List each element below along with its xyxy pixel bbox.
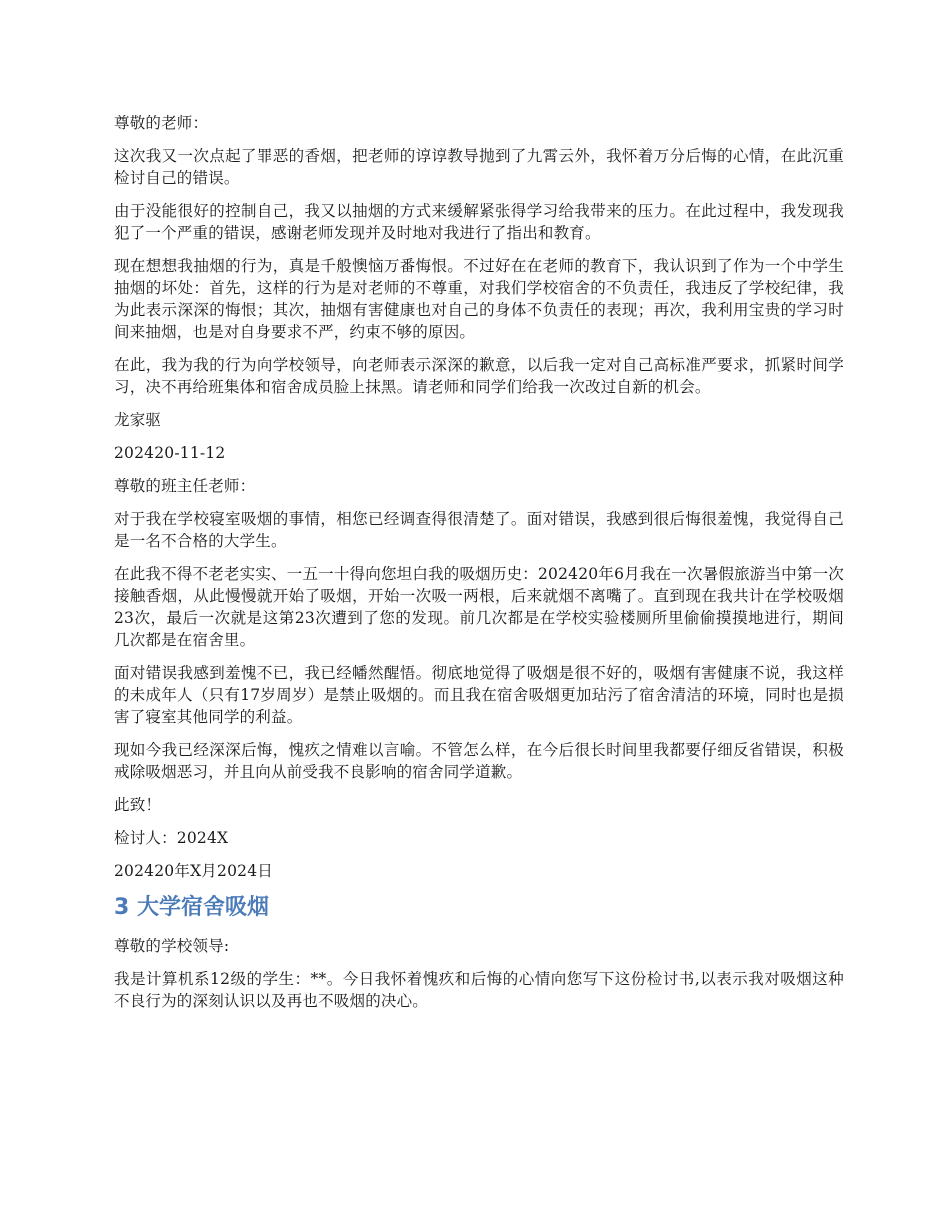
paragraph: 现如今我已经深深后悔，愧疚之情难以言喻。不管怎么样，在今后很长时间里我都要仔细反省错误，积极戒除吸烟恶习，并且向从前受我不良影响的宿舍同学道歉。 bbox=[114, 741, 844, 781]
signature-name: 龙家驱 bbox=[114, 411, 162, 429]
salutation-school-leaders: 尊敬的学校领导: bbox=[114, 937, 230, 955]
paragraph: 我是计算机系12级的学生：**。今日我怀着愧疚和后悔的心情向您写下这份检讨书,以表示我对吸烟这种不良行为的深刻认识以及再也不吸烟的决心。 bbox=[114, 970, 844, 1010]
paragraph: 现在想想我抽烟的行为，真是千般懊恼万番悔恨。不过好在在老师的教育下，我认识到了作为一个中学生抽烟的坏处：首先，这样的行为是对老师的不尊重，对我们学校宿舍的不负责任，我违反了学校纪律，我为此表示深深的悔恨；其次，抽烟有害健康也对自己的身体不负责任的表现；再次，我利用宝贵的学习时间来抽烟，也是对自身要求不严，约束不够的原因。 bbox=[114, 257, 844, 341]
paragraph: 这次我又一次点起了罪恶的香烟，把老师的谆谆教导抛到了九霄云外，我怀着万分后悔的心情，在此沉重检讨自己的错误。 bbox=[114, 147, 844, 187]
signature-date: 202420-11-12 bbox=[114, 444, 226, 462]
section-heading: 3 大学宿舍吸烟 bbox=[114, 895, 269, 920]
salutation-head-teacher: 尊敬的班主任老师： bbox=[114, 477, 256, 495]
paragraph: 由于没能很好的控制自己，我又以抽烟的方式来缓解紧张得学习给我带来的压力。在此过程中，我发现我犯了一个严重的错误，感谢老师发现并及时地对我进行了指出和教育。 bbox=[114, 202, 844, 242]
closing-date: 202420年X月2024日 bbox=[114, 862, 273, 880]
paragraph: 在此，我为我的行为向学校领导，向老师表示深深的歉意，以后我一定对自己高标准严要求，抓紧时间学习，决不再给班集体和宿舍成员脸上抹黑。请老师和同学们给我一次改过自新的机会。 bbox=[114, 356, 844, 396]
paragraph: 面对错误我感到羞愧不已，我已经幡然醒悟。彻底地觉得了吸烟是很不好的，吸烟有害健康不说，我这样的未成年人（只有17岁周岁）是禁止吸烟的。而且我在宿舍吸烟更加玷污了宿舍清洁的环境，同时也是损害了寝室其他同学的利益。 bbox=[114, 664, 844, 726]
paragraph: 对于我在学校寝室吸烟的事情，相您已经调查得很清楚了。面对错误，我感到很后悔很羞愧，我觉得自己是一名不合格的大学生。 bbox=[114, 510, 844, 550]
closing: 此致！ bbox=[114, 796, 162, 814]
salutation-teacher: 尊敬的老师： bbox=[114, 114, 209, 132]
document-page bbox=[114, 112, 844, 1023]
signer: 检讨人：2024X bbox=[114, 829, 229, 847]
paragraph: 在此我不得不老老实实、一五一十得向您坦白我的吸烟历史：202420年6月我在一次暑假旅游当中第一次接触香烟，从此慢慢就开始了吸烟，开始一次吸一两根，后来就烟不离嘴了。直到现在我共计在学校吸烟23次，最后一次就是这第23次遭到了您的发现。前几次都是在学校实验楼厕所里偷偷摸摸地进行，期间几次都是在宿舍里。 bbox=[114, 565, 844, 649]
